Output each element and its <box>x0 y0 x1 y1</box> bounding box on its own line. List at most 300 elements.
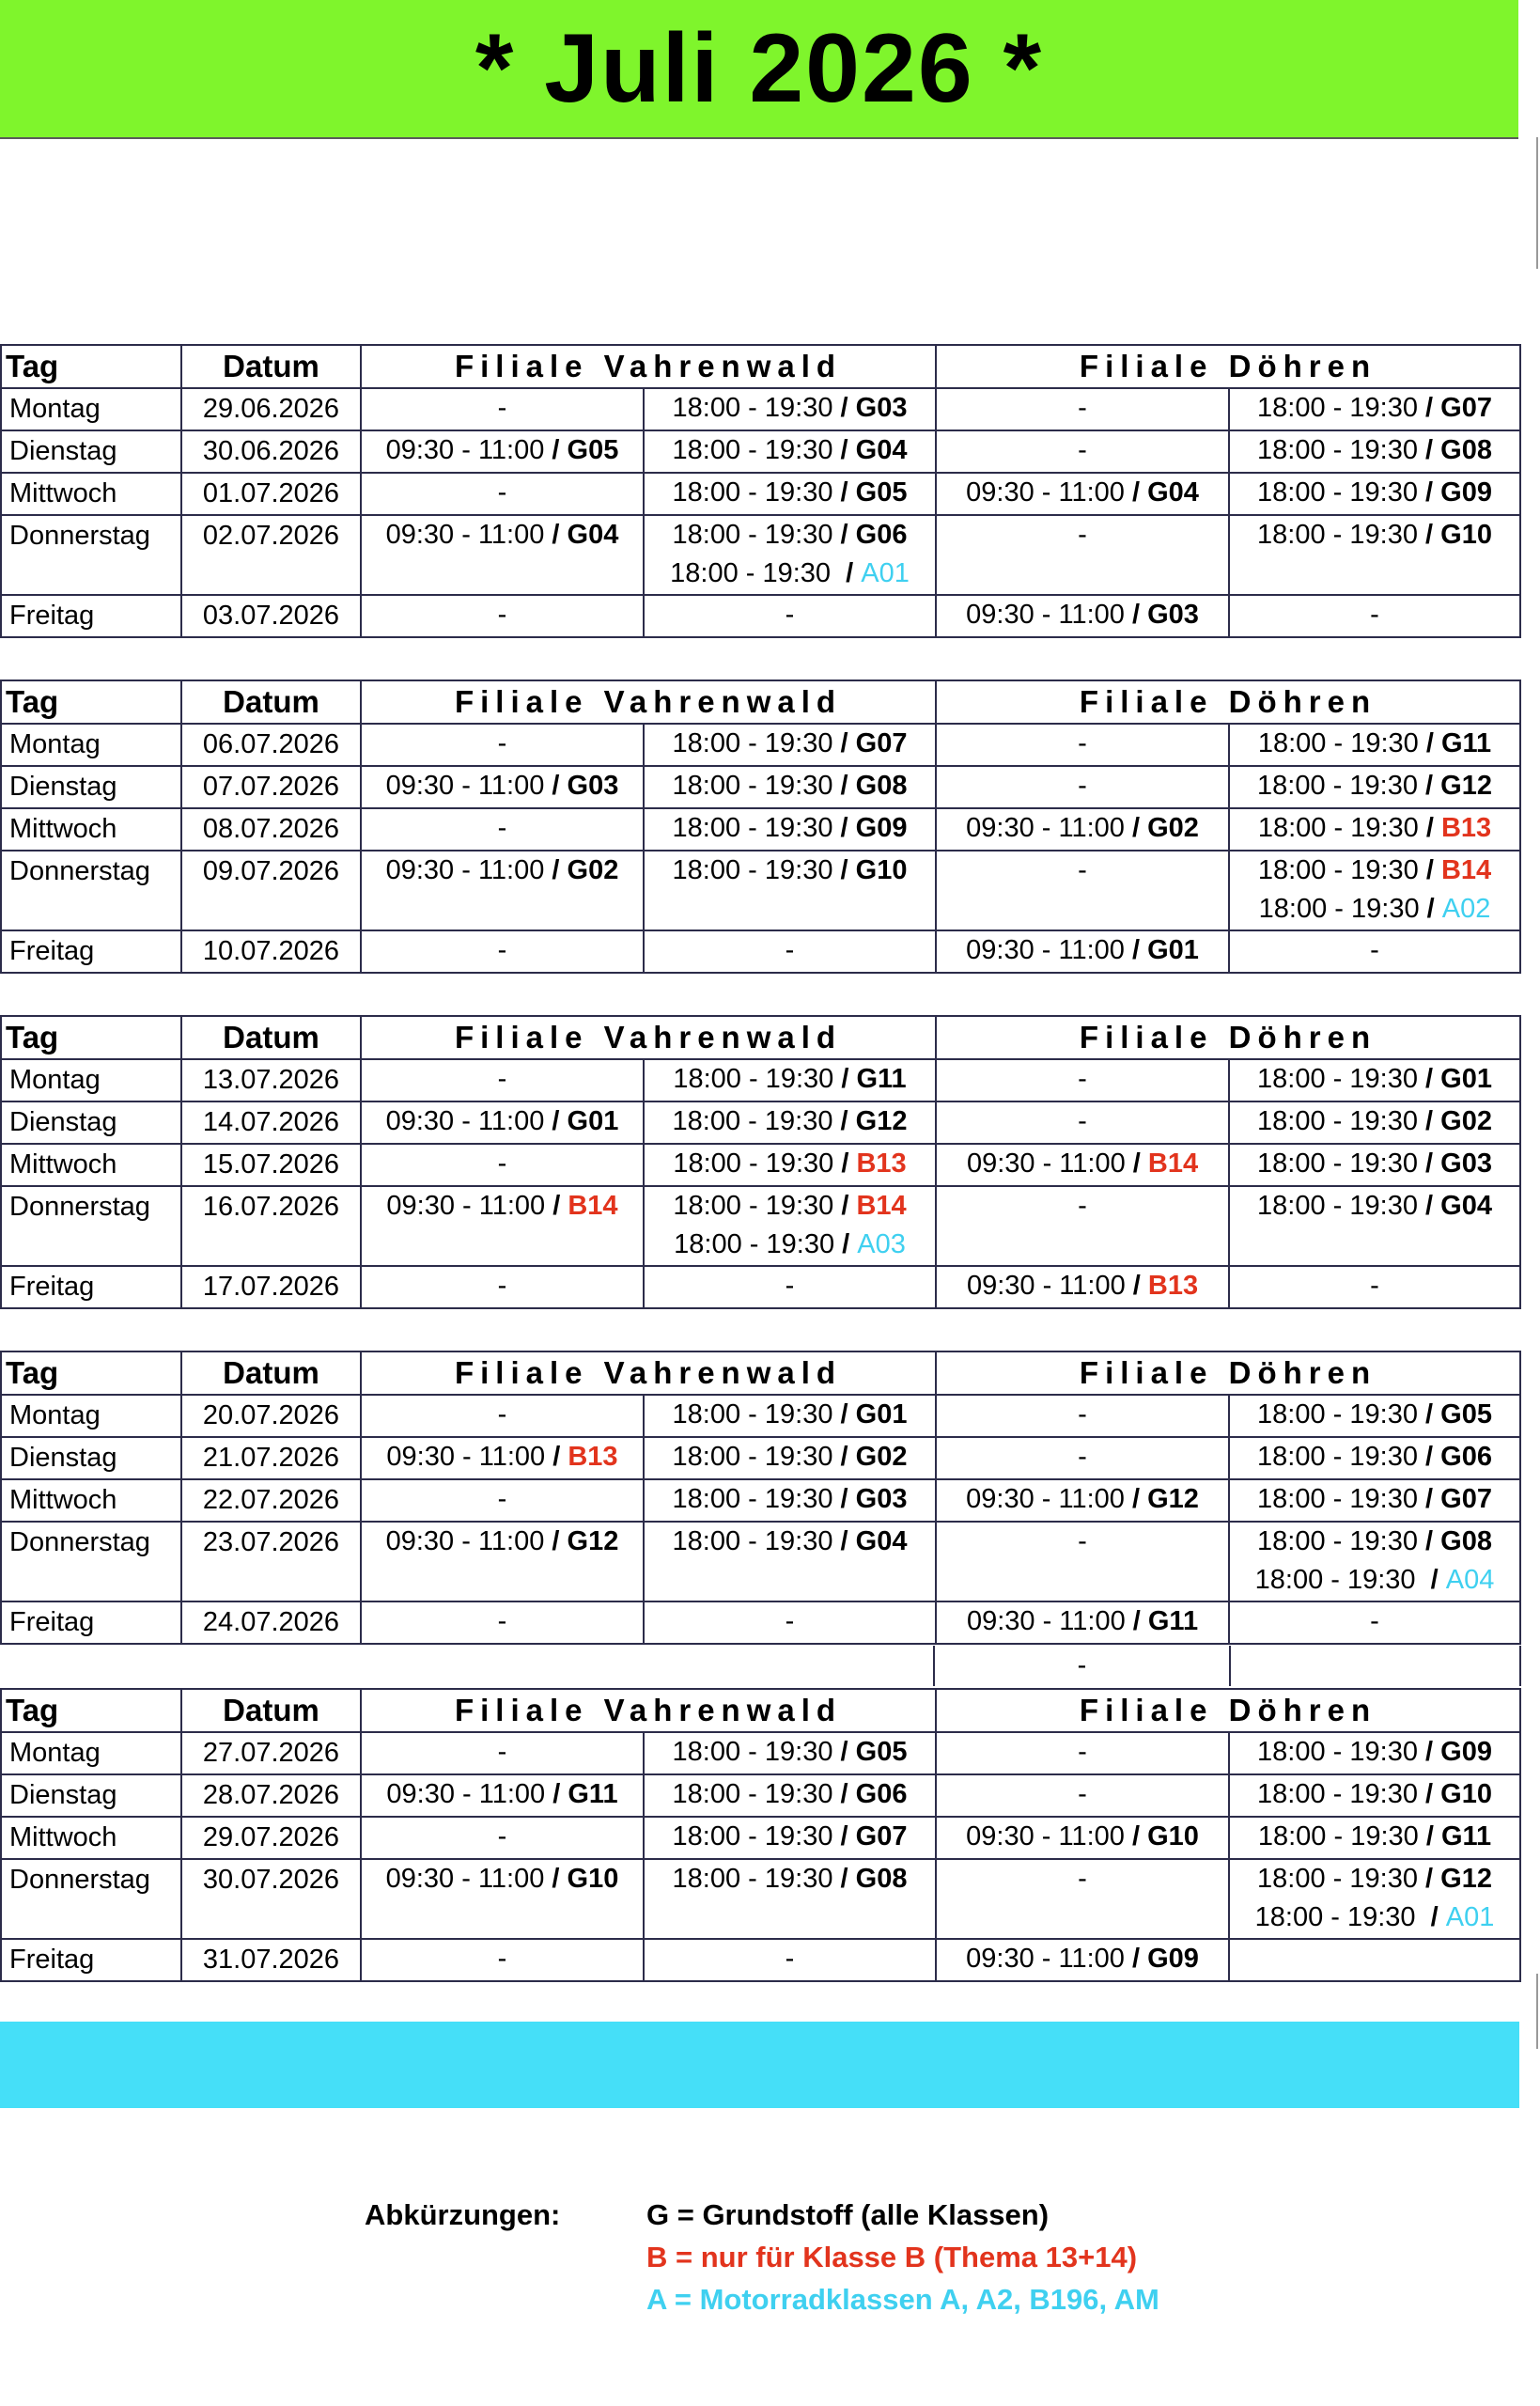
slot-time: 18:00 - 19:30 <box>672 728 833 758</box>
slot-entry <box>652 1145 927 1183</box>
slot-separator: / <box>831 558 862 588</box>
slot-separator: / <box>832 771 856 801</box>
slot-entry <box>1237 1267 1512 1305</box>
course-code: G04 <box>855 435 908 465</box>
header-tag: Tag <box>1 1689 181 1732</box>
header-tag: Tag <box>1 1351 181 1395</box>
date-cell: 29.07.2026 <box>181 1817 361 1859</box>
course-code: B14 <box>568 1191 618 1221</box>
slot-entry <box>652 1226 927 1264</box>
slot-entry <box>652 1480 927 1519</box>
slot-cell-v2 <box>644 388 936 430</box>
slot-entry <box>369 596 635 634</box>
slot-time: 18:00 - 19:30 <box>1257 1106 1418 1136</box>
slot-entry <box>369 1060 635 1099</box>
slot-entry <box>652 1775 927 1814</box>
slot-time: 09:30 - 11:00 <box>966 813 1125 843</box>
slot-separator: / <box>832 435 856 465</box>
slot-entry <box>1237 725 1512 763</box>
slot-cell-d1 <box>936 766 1229 808</box>
date-cell: 29.06.2026 <box>181 388 361 430</box>
slot-time: 18:00 - 19:30 <box>672 813 833 843</box>
course-code: G07 <box>1440 393 1492 423</box>
slot-time: 18:00 - 19:30 <box>1258 894 1420 924</box>
date-cell: 07.07.2026 <box>181 766 361 808</box>
date-cell: 28.07.2026 <box>181 1774 361 1817</box>
course-code: G07 <box>1440 1484 1492 1514</box>
header-datum: Datum <box>181 1351 361 1395</box>
slot-cell-v2 <box>644 1939 936 1981</box>
slot-time: 18:00 - 19:30 <box>672 1779 833 1809</box>
slot-separator: / <box>544 1526 568 1556</box>
slot-separator: / <box>544 771 568 801</box>
slot-cell-d1 <box>936 851 1229 930</box>
table-row <box>1 515 1520 595</box>
date-cell: 03.07.2026 <box>181 595 361 637</box>
slot-separator: / <box>832 1526 856 1556</box>
day-cell: Donnerstag <box>1 1859 181 1939</box>
header-filiale-vahrenwald: Filiale Vahrenwald <box>361 680 936 724</box>
slot-separator: / <box>1124 1484 1148 1514</box>
header-tag: Tag <box>1 1016 181 1059</box>
slot-cell-v2 <box>644 1859 936 1939</box>
slot-cell-v2 <box>644 1144 936 1186</box>
date-cell: 24.07.2026 <box>181 1601 361 1644</box>
day-cell: Donnerstag <box>1 851 181 930</box>
date-cell: 30.06.2026 <box>181 430 361 473</box>
slot-cell-v1 <box>361 851 644 930</box>
day-cell: Mittwoch <box>1 808 181 851</box>
course-code: G06 <box>1440 1442 1492 1472</box>
course-code: G05 <box>567 435 619 465</box>
slot-entry <box>652 474 927 512</box>
slot-cell-d1 <box>936 515 1229 595</box>
slot-separator: / <box>1417 1442 1441 1472</box>
header-filiale-vahrenwald: Filiale Vahrenwald <box>361 1351 936 1395</box>
slot-cell-d2 <box>1229 1101 1520 1144</box>
slot-separator: / <box>1417 1148 1441 1179</box>
slot-cell-d1 <box>936 724 1229 766</box>
slot-time: 18:00 - 19:30 <box>674 1229 835 1259</box>
course-code: G05 <box>855 1737 908 1767</box>
slot-entry <box>652 1818 927 1856</box>
slot-entry <box>944 1267 1221 1305</box>
course-code: G10 <box>1440 520 1492 550</box>
slot-entry <box>369 1860 635 1898</box>
slot-separator: / <box>1124 813 1148 843</box>
course-code: B13 <box>1440 813 1492 843</box>
slot-entry <box>369 474 635 512</box>
table-row <box>1 1732 1520 1774</box>
date-cell: 16.07.2026 <box>181 1186 361 1266</box>
slot-empty: - <box>1078 520 1087 550</box>
date-cell: 27.07.2026 <box>181 1732 361 1774</box>
slot-entry <box>369 1267 635 1305</box>
slot-time: 09:30 - 11:00 <box>386 1442 546 1472</box>
slot-empty: - <box>497 1944 507 1974</box>
legend-item-a: A = Motorradklassen A, A2, B196, AM <box>646 2283 1159 2316</box>
slot-cell-d1 <box>936 1859 1229 1939</box>
slot-separator: / <box>833 1148 857 1179</box>
header-row <box>1 1351 1520 1395</box>
slot-entry <box>652 809 927 848</box>
slot-entry <box>1237 1187 1512 1226</box>
slot-entry <box>369 1102 635 1141</box>
slot-time: 18:00 - 19:30 <box>670 558 832 588</box>
course-code: B13 <box>1147 1271 1199 1301</box>
slot-entry <box>369 851 635 890</box>
slot-cell-d2 <box>1229 724 1520 766</box>
course-code: G08 <box>855 1864 908 1894</box>
slot-separator: / <box>544 855 568 885</box>
slot-empty: - <box>1078 1779 1087 1809</box>
slot-separator: / <box>832 813 856 843</box>
slot-cell-d2 <box>1229 1186 1520 1266</box>
slot-entry <box>1237 1733 1512 1772</box>
slot-time: 18:00 - 19:30 <box>672 1864 833 1894</box>
slot-entry <box>944 809 1221 848</box>
slot-cell-d1 <box>936 430 1229 473</box>
slot-entry <box>652 1102 927 1141</box>
date-cell: 06.07.2026 <box>181 724 361 766</box>
slot-cell-d2 <box>1229 808 1520 851</box>
slot-entry <box>369 1733 635 1772</box>
slot-entry <box>652 725 927 763</box>
course-code: G11 <box>568 1779 618 1809</box>
slot-separator: / <box>832 1779 856 1809</box>
slot-entry <box>652 516 927 555</box>
stray-cell-empty <box>1227 1646 1521 1686</box>
table-row <box>1 1939 1520 1981</box>
slot-empty: - <box>1370 1606 1379 1636</box>
slot-cell-v2 <box>644 1059 936 1101</box>
slot-separator: / <box>1417 771 1441 801</box>
slot-separator: / <box>1418 1821 1441 1851</box>
slot-empty: - <box>497 1271 507 1301</box>
slot-time: 18:00 - 19:30 <box>1254 1565 1416 1595</box>
slot-time: 18:00 - 19:30 <box>1257 1526 1418 1556</box>
slot-time: 18:00 - 19:30 <box>672 855 833 885</box>
slot-cell-d1 <box>936 1144 1229 1186</box>
course-code: G06 <box>855 1779 908 1809</box>
slot-cell-v2 <box>644 1732 936 1774</box>
slot-time: 18:00 - 19:30 <box>1257 1191 1418 1221</box>
table-row <box>1 1859 1520 1939</box>
slot-separator: / <box>1418 728 1441 758</box>
legend-items <box>646 2194 1159 2320</box>
slot-entry <box>369 431 635 470</box>
slot-cell-v2 <box>644 766 936 808</box>
slot-time: 18:00 - 19:30 <box>1257 1779 1418 1809</box>
slot-cell-v1 <box>361 1732 644 1774</box>
slot-cell-d1 <box>936 1101 1229 1144</box>
table-row <box>1 430 1520 473</box>
course-code: G04 <box>1147 477 1199 508</box>
slot-separator: / <box>1124 1821 1148 1851</box>
slot-separator: / <box>1417 1526 1441 1556</box>
date-cell: 15.07.2026 <box>181 1144 361 1186</box>
slot-entry <box>652 767 927 805</box>
week-table <box>0 344 1521 638</box>
slot-entry <box>1237 1775 1512 1814</box>
slot-separator: / <box>832 1399 856 1430</box>
slot-empty: - <box>497 728 507 758</box>
date-cell: 08.07.2026 <box>181 808 361 851</box>
slot-entry <box>369 1602 635 1641</box>
slot-entry <box>944 1860 1221 1898</box>
slot-time: 09:30 - 11:00 <box>966 935 1125 965</box>
slot-time: 09:30 - 11:00 <box>385 1526 545 1556</box>
slot-entry <box>1237 1480 1512 1519</box>
slot-empty: - <box>497 1399 507 1430</box>
slot-cell-v2 <box>644 851 936 930</box>
slot-time: 09:30 - 11:00 <box>966 1271 1126 1301</box>
slot-cell-d1 <box>936 388 1229 430</box>
day-cell: Mittwoch <box>1 1817 181 1859</box>
slot-cell-v2 <box>644 1479 936 1522</box>
course-code: G01 <box>1147 935 1199 965</box>
slot-separator: / <box>832 1737 856 1767</box>
slot-cell-v1 <box>361 595 644 637</box>
slot-cell-d2 <box>1229 388 1520 430</box>
slot-entry <box>652 555 927 593</box>
slot-entry <box>369 1480 635 1519</box>
slot-time: 09:30 - 11:00 <box>966 600 1125 630</box>
slot-time: 18:00 - 19:30 <box>672 1821 833 1851</box>
slot-cell-v2 <box>644 808 936 851</box>
slot-time: 09:30 - 11:00 <box>385 520 545 550</box>
slot-time: 09:30 - 11:00 <box>386 1779 546 1809</box>
slot-cell-v2 <box>644 724 936 766</box>
slot-entry <box>944 1733 1221 1772</box>
slot-entry <box>1237 1818 1512 1856</box>
day-cell: Dienstag <box>1 1437 181 1479</box>
course-code: G02 <box>1147 813 1199 843</box>
slot-time: 09:30 - 11:00 <box>385 1106 545 1136</box>
slot-separator: / <box>832 1864 856 1894</box>
header-tag: Tag <box>1 345 181 388</box>
course-code: G03 <box>855 393 908 423</box>
right-edge-line <box>1536 1974 1538 2049</box>
slot-separator: / <box>1124 1944 1148 1974</box>
day-cell: Montag <box>1 1732 181 1774</box>
course-code: G11 <box>856 1064 907 1094</box>
slot-separator: / <box>1125 1606 1148 1636</box>
slot-empty: - <box>785 1606 795 1636</box>
course-code: A01 <box>861 558 910 588</box>
slot-empty: - <box>497 477 507 508</box>
slot-cell-v2 <box>644 930 936 973</box>
day-cell: Freitag <box>1 1601 181 1644</box>
header-filiale-doehren: Filiale Döhren <box>936 1351 1520 1395</box>
slot-time: 09:30 - 11:00 <box>966 1484 1125 1514</box>
table-row <box>1 1101 1520 1144</box>
right-edge-line <box>1536 137 1538 269</box>
slot-time: 18:00 - 19:30 <box>672 1106 833 1136</box>
slot-empty: - <box>497 600 507 630</box>
course-code: G10 <box>855 855 908 885</box>
date-cell: 09.07.2026 <box>181 851 361 930</box>
slot-cell-d1 <box>936 1774 1229 1817</box>
slot-entry <box>1237 1523 1512 1561</box>
slot-separator: / <box>832 728 856 758</box>
slot-time: 18:00 - 19:30 <box>1257 435 1418 465</box>
slot-cell-v2 <box>644 1186 936 1266</box>
slot-entry <box>652 851 927 890</box>
slot-empty: - <box>785 1271 795 1301</box>
course-code: G09 <box>1147 1944 1199 1974</box>
legend-item-g: G = Grundstoff (alle Klassen) <box>646 2198 1050 2231</box>
date-cell: 20.07.2026 <box>181 1395 361 1437</box>
slot-cell-v1 <box>361 766 644 808</box>
slot-cell-d1 <box>936 1059 1229 1101</box>
slot-entry <box>1237 1561 1512 1600</box>
slot-entry <box>369 767 635 805</box>
slot-cell-v1 <box>361 1059 644 1101</box>
table-row <box>1 930 1520 973</box>
slot-entry <box>369 389 635 428</box>
slot-entry <box>1237 431 1512 470</box>
slot-time: 09:30 - 11:00 <box>966 1821 1125 1851</box>
slot-empty: - <box>785 1944 795 1974</box>
slot-entry <box>944 1523 1221 1561</box>
slot-separator: / <box>1417 1779 1441 1809</box>
slot-entry <box>652 431 927 470</box>
slot-time: 18:00 - 19:30 <box>1257 393 1418 423</box>
slot-time: 09:30 - 11:00 <box>385 1864 545 1894</box>
slot-separator: / <box>1417 1191 1441 1221</box>
slot-separator: / <box>1417 393 1441 423</box>
table-row <box>1 808 1520 851</box>
table-row <box>1 473 1520 515</box>
slot-time: 18:00 - 19:30 <box>672 1737 833 1767</box>
slot-cell-d2 <box>1229 851 1520 930</box>
day-cell: Mittwoch <box>1 1144 181 1186</box>
slot-time: 18:00 - 19:30 <box>1257 1737 1418 1767</box>
slot-separator: / <box>832 1442 856 1472</box>
course-code: B14 <box>1440 855 1492 885</box>
slot-entry <box>1237 890 1512 929</box>
slot-cell-d2 <box>1229 1939 1520 1981</box>
table-row <box>1 1601 1520 1644</box>
course-code: B14 <box>1147 1148 1199 1179</box>
slot-entry <box>944 516 1221 555</box>
course-code: G03 <box>855 1484 908 1514</box>
slot-cell-v2 <box>644 515 936 595</box>
slot-cell-d1 <box>936 1939 1229 1981</box>
day-cell: Freitag <box>1 1939 181 1981</box>
slot-time: 18:00 - 19:30 <box>1257 1399 1418 1430</box>
slot-cell-v2 <box>644 1601 936 1644</box>
slot-empty: - <box>1078 771 1087 801</box>
slot-entry <box>944 1060 1221 1099</box>
slot-cell-v1 <box>361 1774 644 1817</box>
slot-cell-d2 <box>1229 930 1520 973</box>
week-table <box>0 680 1521 974</box>
slot-cell-v1 <box>361 430 644 473</box>
slot-entry <box>1237 516 1512 555</box>
slot-entry <box>1237 767 1512 805</box>
course-code: G09 <box>1440 1737 1492 1767</box>
slot-entry <box>652 1602 927 1641</box>
date-cell: 22.07.2026 <box>181 1479 361 1522</box>
slot-entry <box>1237 389 1512 428</box>
slot-cell-v2 <box>644 1266 936 1308</box>
slot-cell-v1 <box>361 1859 644 1939</box>
slot-entry <box>944 1145 1221 1183</box>
slot-entry <box>1237 1898 1512 1937</box>
course-code: G12 <box>855 1106 908 1136</box>
slot-separator: / <box>834 1229 858 1259</box>
slot-cell-d2 <box>1229 1059 1520 1101</box>
course-code: G12 <box>567 1526 619 1556</box>
slot-empty: - <box>1078 435 1087 465</box>
course-code: G11 <box>1440 1821 1492 1851</box>
course-code: A01 <box>1445 1902 1495 1932</box>
slot-separator: / <box>1418 813 1441 843</box>
slot-time: 18:00 - 19:30 <box>1257 1064 1418 1094</box>
slot-separator: / <box>1124 477 1148 508</box>
slot-cell-d2 <box>1229 430 1520 473</box>
course-code: G03 <box>567 771 619 801</box>
slot-separator: / <box>1417 1864 1441 1894</box>
slot-separator: / <box>1124 600 1148 630</box>
header-filiale-vahrenwald: Filiale Vahrenwald <box>361 1016 936 1059</box>
slot-separator: / <box>832 1484 856 1514</box>
slot-entry <box>944 725 1221 763</box>
slot-cell-v2 <box>644 430 936 473</box>
slot-cell-v1 <box>361 1144 644 1186</box>
slot-entry <box>1237 809 1512 848</box>
slot-time: 18:00 - 19:30 <box>1257 855 1419 885</box>
slot-empty: - <box>1078 1399 1087 1430</box>
slot-entry <box>652 1396 927 1434</box>
slot-empty: - <box>1078 1737 1087 1767</box>
course-code: G12 <box>1147 1484 1199 1514</box>
week-table <box>0 1015 1521 1309</box>
slot-empty: - <box>785 935 795 965</box>
slot-cell-v2 <box>644 1522 936 1601</box>
bottom-bar <box>0 2022 1519 2108</box>
slot-empty: - <box>497 1484 507 1514</box>
date-cell: 31.07.2026 <box>181 1939 361 1981</box>
table-row <box>1 1437 1520 1479</box>
course-code: B14 <box>856 1191 907 1221</box>
slot-cell-v1 <box>361 1186 644 1266</box>
course-code: G11 <box>1440 728 1492 758</box>
slot-entry <box>944 1818 1221 1856</box>
course-code: G08 <box>855 771 908 801</box>
slot-time: 18:00 - 19:30 <box>1254 1902 1416 1932</box>
table-row <box>1 1266 1520 1308</box>
slot-cell-v1 <box>361 1479 644 1522</box>
slot-time: 18:00 - 19:30 <box>1257 1864 1418 1894</box>
slot-cell-d2 <box>1229 515 1520 595</box>
slot-entry <box>1237 1060 1512 1099</box>
slot-cell-d2 <box>1229 595 1520 637</box>
slot-entry <box>1237 1102 1512 1141</box>
slot-separator: / <box>1417 1399 1441 1430</box>
slot-separator: / <box>1125 1271 1148 1301</box>
slot-entry <box>1237 1438 1512 1476</box>
header-datum: Datum <box>181 1689 361 1732</box>
slot-cell-v1 <box>361 473 644 515</box>
slot-empty: - <box>1370 600 1379 630</box>
course-code: G10 <box>1440 1779 1492 1809</box>
page-title: * Juli 2026 * <box>474 14 1044 123</box>
slot-entry <box>944 1480 1221 1519</box>
slot-entry <box>652 1523 927 1561</box>
